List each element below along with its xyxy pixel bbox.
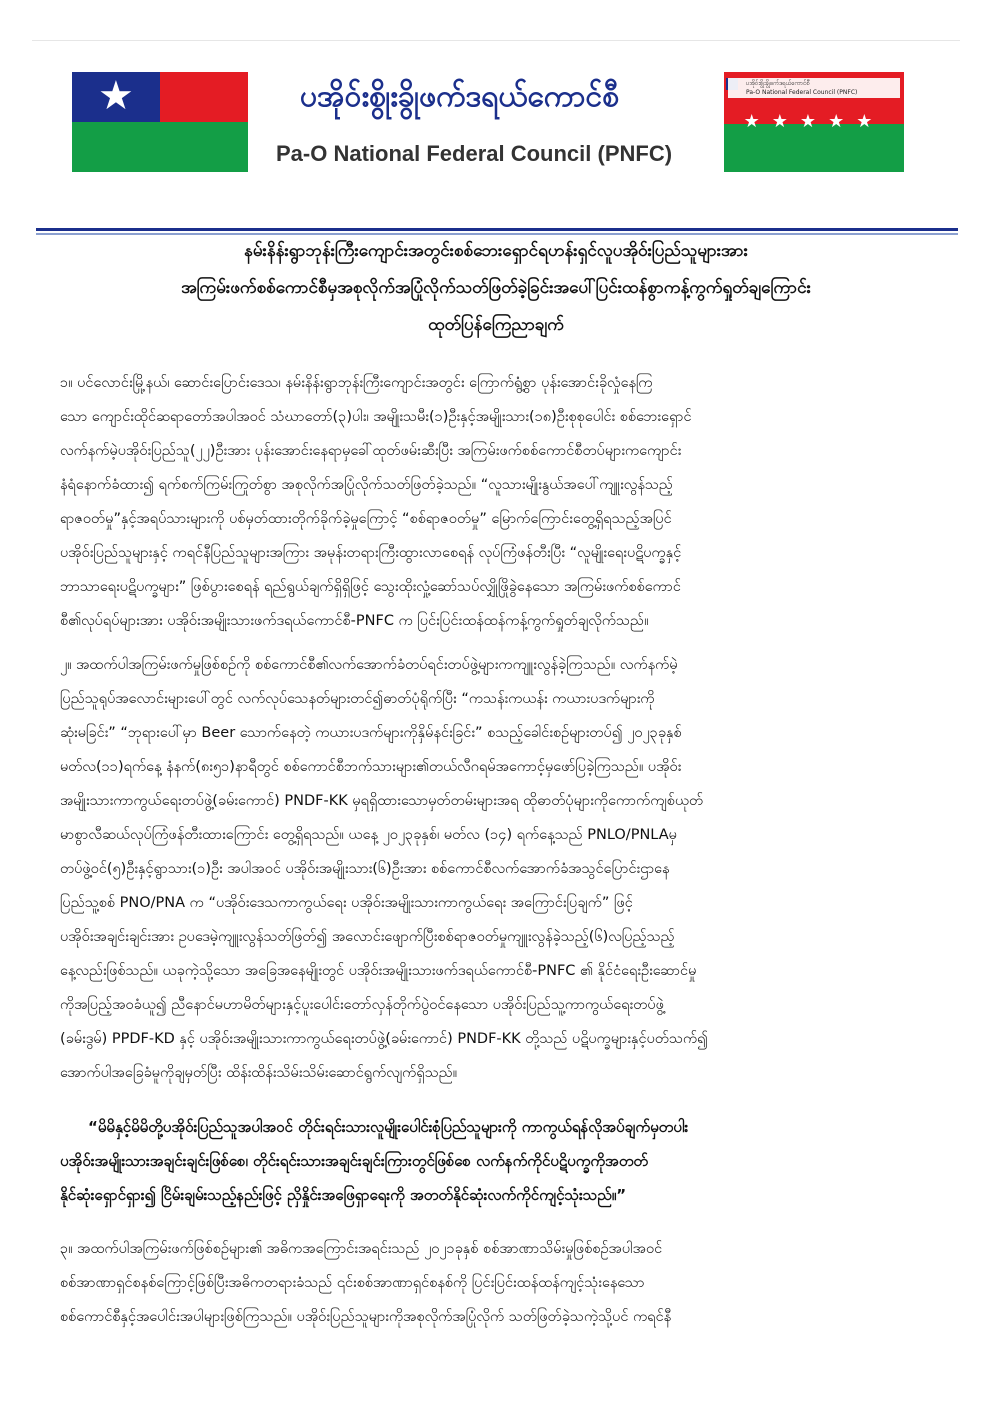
paragraph-1 [60, 366, 932, 638]
principle-quote [60, 1110, 932, 1212]
pnfc-flag-right [724, 72, 904, 172]
paragraph-line: လက်နက်မဲ့ပအိုဝ်းပြည်သူ(၂၂)ဦးအား ပုန်းအောင်းနေရာမှခေါ်ထုတ်ဖမ်းဆီးပြီး အကြမ်းဖက်စစ်ကောင်စီတပ်များကကျောင်း [60, 443, 682, 459]
org-title-english: Pa-O National Federal Council (PNFC) [276, 141, 673, 166]
paragraph-line: ပြည်သူ့စစ် PNO/PNA က “ပအိုဝ်းဒေသကာကွယ်ရေး ပအိုဝ်းအမျိုးသားကာကွယ်ရေး အကြောင်းပြချက်” ဖြင့် [60, 895, 633, 911]
paragraph-3 [60, 1232, 932, 1334]
statement-heading-line3: ထုတ်ပြန်ကြေညာချက် [428, 315, 564, 335]
pao-flag-left [72, 72, 248, 172]
paragraph-line: စစ်အာဏာရှင်စနစ်ကြောင့်ဖြစ်ပြီးအဓိကတရားခံသည် ၎င်းစစ်အာဏာရှင်စနစ်ကို ပြင်းပြင်းထန်ထန်ကျင့်သုံးနေသော [60, 1275, 645, 1291]
white-star-icon: ★ [98, 73, 134, 119]
paragraph-line: ကိုအပြည့်အဝခံယူ၍ ညီနောင်မဟာမိတ်များနှင့်ပူးပေါင်းတော်လှန်တိုက်ပွဲဝင်နေသော ပအိုဝ်းပြည်သူ့ကာကွယ်ရေးတပ်ဖွဲ့ [60, 997, 664, 1013]
mini-logo-line2: Pa-O National Federal Council (PNFC) [746, 89, 858, 96]
paragraph-2 [60, 648, 932, 1090]
paragraph-line: မတ်လ(၁၁)ရက်နေ့ နံနက်(၈း၅၁)နာရီတွင် စစ်ကောင်စီဘက်သားများ၏တယ်လီဂရမ်အကောင့်မှဖော်ပြခဲ့ကြသည်။ ပအိုဝ်း [60, 759, 682, 775]
paragraph-line: စီ၏လုပ်ရပ်များအား ပအိုဝ်းအမျိုးသားဖက်ဒရယ်ကောင်စီ-PNFC က ပြင်းပြင်းထန်ထန်ကန့်ကွက်ရှုတ်ချလိုက်သည်။ [60, 613, 649, 629]
paragraph-line: ပြည်သူရုပ်အလောင်းများပေါ်တွင် လက်လုပ်သေနတ်များတင်၍ဓာတ်ပုံရိုက်ပြီး “ကသန်းကယန်း ကယားပဒက်များကို [60, 691, 655, 707]
paragraph-line: ၂။ အထက်ပါအကြမ်းဖက်မှုဖြစ်စဉ်ကို စစ်ကောင်စီ၏လက်အောက်ခံတပ်ရင်းတပ်ဖွဲ့များကကျူးလွန်ခဲ့ကြသည်။ လက်နက်မဲ့ [60, 657, 678, 673]
paragraph-line: ပအိုဝ်းအချင်းချင်းအား ဥပဒေမဲ့ကျူးလွန်သတ်ဖြတ်၍ အလောင်းဖျောက်ပြီးစစ်ရာဇဝတ်မှုကျူးလွန်ခဲ့သည့်(၆)လပြည့်သည့် [60, 929, 675, 945]
paragraph-line: ဘာသာရေးပဋိပက္ခများ” ဖြစ်ပွားစေရန် ရည်ရွယ်ချက်ရှိရှိဖြင့် သွေးထိုးလှုံ့ဆော်သပ်လျှိုဖြိုခွဲနေသော အကြမ်းဖက်စစ်ကောင် [60, 579, 681, 595]
quote-line: နိုင်ဆုံးရှောင်ရှား၍ ငြိမ်းချမ်းသည့်နည်းဖြင့် ညှိနှိုင်းအဖြေရှာရေးကို အတတ်နိုင်ဆုံးလက်ကိုင်ကျင့်သုံးသည်။” [60, 1186, 627, 1204]
paragraph-line: မာစွာလီဆယ်လုပ်ကြံဖန်တီးထားကြောင်း တွေ့ရှိရသည်။ ယနေ့ ၂၀၂၃ခုနှစ်၊ မတ်လ (၁၄) ရက်နေ့သည် PNLO/PNLAမှ [60, 827, 677, 843]
paragraph-line: ဆုံးမခြင်း” “ဘုရားပေါ်မှာ Beer သောက်နေတဲ့ ကယားပဒက်များကိုနှိမ်နင်းခြင်း” စသည့်ခေါင်းစဉ်များတပ်၍ ၂၀၂၃ခုနှစ် [60, 725, 682, 741]
paragraph-line: စစ်ကောင်စီနှင့်အပေါင်းအပါများဖြစ်ကြသည်။ ပအိုဝ်းပြည်သူများကိုအစုလိုက်အပြုံလိုက် သတ်ဖြတ်ခဲ့သကဲ့သို့ပင် ကရင်နီ [60, 1309, 672, 1325]
org-title-myanmar: ပအိုဝ်းစွိုးခွိုဖက်ဒရယ်ကောင်စီ [300, 79, 620, 114]
header-rule-light [36, 233, 958, 235]
top-divider [32, 40, 960, 41]
paragraph-line: အောက်ပါအခြေခံမူကိုချမှတ်ပြီး ထိန်းထိန်းသိမ်းသိမ်းဆောင်ရွက်လျက်ရှိသည်။ [60, 1065, 458, 1081]
statement-heading-line1: နမ်းနိန်းရွာဘုန်းကြီးကျောင်းအတွင်းစစ်ဘေးရှောင်ရဟန်းရှင်လူပအိုဝ်းပြည်သူများအား [244, 241, 748, 261]
paragraph-line: နံရံနောက်ခံထား၍ ရက်စက်ကြမ်းကြုတ်စွာ အစုလိုက်အပြုံလိုက်သတ်ဖြတ်ခဲ့သည်။ “လူသားမျိုးနွယ်အပေါ်ကျူးလွန်သည့် [60, 477, 673, 493]
mini-logo-line1: ပအိုဝ်းစွိုးခွိုဖက်ဒရယ်ကောင်စီ [746, 80, 810, 87]
quote-line: “မိမိနှင့်မိမိတို့ပအိုဝ်းပြည်သူအပါအဝင် တိုင်းရင်းသားလူမျိုးပေါင်းစုံပြည်သူများကို ကာကွယ်ရန်လိုအပ်ချက်မှတပါး [88, 1118, 689, 1136]
quote-line: ပအိုဝ်းအမျိုးသားအချင်းချင်းဖြစ်စေ၊ တိုင်းရင်းသားအချင်းချင်းကြားတွင်ဖြစ်စေ လက်နက်ကိုင်ပဋိပက္ခကိုအတတ် [60, 1152, 649, 1170]
mini-logo-text [728, 78, 900, 98]
paragraph-line: တပ်ဖွဲ့ဝင်(၅)ဦးနှင့်ရွာသား(၁)ဦး အပါအဝင် ပအိုဝ်းအမျိုးသား(၆)ဦးအား စစ်ကောင်စီလက်အောက်ခံအသွင်ပြောင်းဌာနေ [60, 861, 670, 877]
paragraph-line: ရာဇဝတ်မှု”နှင့်အရပ်သားများကို ပစ်မှတ်ထားတိုက်ခိုက်ခဲ့မှုကြောင့် “စစ်ရာဇဝတ်မှု” မြောက်ကြောင်းတွေ့ရှိရသည့်အပြင် [60, 511, 672, 527]
paragraph-line: အမျိုးသားကာကွယ်ရေးတပ်ဖွဲ့(ခမ်းကောင်) PNDF-KK မှရရှိထားသောမှတ်တမ်းများအရ ထိုဓာတ်ပုံများကိုကောက်ကျစ်ယုတ် [60, 793, 704, 809]
paragraph-line: ၁။ ပင်လောင်းမြို့နယ်၊ ဆောင်းပြောင်းဒေသ၊ နမ်းနိန်းရွာဘုန်းကြီးကျောင်းအတွင်း ကြောက်ရွံ့စွာ ပုန်းအောင်းခိုလှုံနေကြ [60, 375, 653, 391]
paragraph-line: ပအိုဝ်းပြည်သူများနှင့် ကရင်နီပြည်သူများအကြား အမုန်းတရားကြီးထွားလာစေရန် လုပ်ကြံဖန်တီးပြီး “လူမျိုးရေးပဋိပက္ခနှင့် [60, 545, 682, 561]
header-rule-dark [36, 228, 958, 231]
flag-green-band [72, 122, 248, 172]
paragraph-line: သော ကျောင်းထိုင်ဆရာတော်အပါအဝင် သံဃာတော်(၃)ပါး၊ အမျိုးသမီး(၁)ဦးနှင့်အမျိုးသား(၁၈)ဦးစုစုပေါင်း စစ်ဘေးရှောင် [60, 409, 692, 425]
statement-heading-line2: အကြမ်းဖက်စစ်ကောင်စီမှအစုလိုက်အပြုံလိုက်သတ်ဖြတ်ခဲ့ခြင်းအပေါ်ပြင်းထန်စွာကန့်ကွက်ရှုတ်ချကြောင်း [181, 278, 811, 298]
flag-red-band [160, 72, 248, 122]
five-stars-icon: ★★★★★ [743, 111, 885, 132]
paragraph-line: (ခမ်းဒွမ်) PPDF-KD နှင့် ပအိုဝ်းအမျိုးသားကာကွယ်ရေးတပ်ဖွဲ့(ခမ်းကောင်) PNDF-KK တို့သည် ပဋိပက္ခများနှင့်ပတ်သက်၍ [60, 1031, 709, 1047]
paragraph-line: နေ့လည်းဖြစ်သည်။ ယခုကဲ့သို့သော အခြေအနေမျိုးတွင် ပအိုဝ်းအမျိုးသားဖက်ဒရယ်ကောင်စီ-PNFC ၏ နိုင်ငံရေးဦးဆောင်မှု [60, 963, 697, 979]
paragraph-line: ၃။ အထက်ပါအကြမ်းဖက်ဖြစ်စဉ်များ၏ အဓိကအကြောင်းအရင်းသည် ၂၀၂၁ခုနှစ် စစ်အာဏာသိမ်းမှုဖြစ်စဉ်အပါအဝင် [60, 1241, 663, 1257]
